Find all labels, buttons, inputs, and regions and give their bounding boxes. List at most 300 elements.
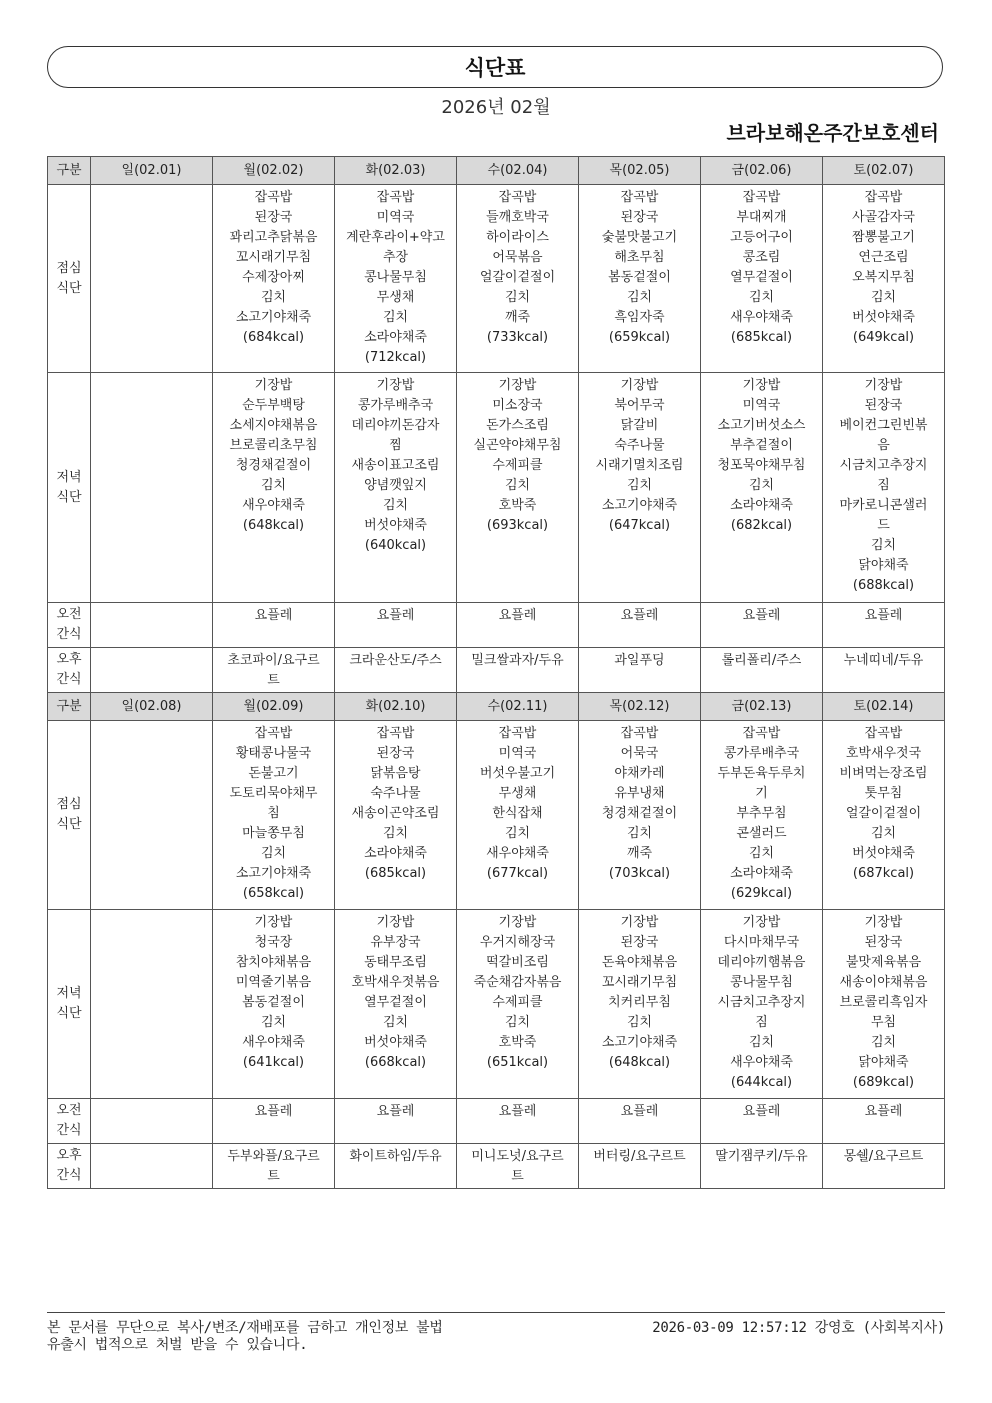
menu-item: 콩나물무침 [730, 975, 793, 990]
menu-item: 버섯야채죽 [852, 846, 915, 861]
day-header: 목(02.12) [579, 693, 701, 721]
menu-item: 돈불고기 [248, 766, 299, 781]
menu-item: 누네띠네/두유 [843, 653, 924, 668]
menu-item: 김치 [870, 538, 897, 553]
menu-item: 닭야채죽 [858, 558, 909, 573]
week-header-row [48, 157, 945, 185]
menu-cell [701, 1099, 823, 1144]
meal-type-label [48, 373, 91, 603]
menu-item: 미역국 [498, 746, 537, 761]
menu-item: 소라야채죽 [730, 866, 793, 881]
menu-item: 김치 [260, 478, 287, 493]
menu-item: 김치 [260, 1015, 287, 1030]
menu-item: 김치 [626, 1015, 653, 1030]
menu-item: 김치 [748, 846, 775, 861]
menu-item: 김치 [626, 290, 653, 305]
menu-item: (688kcal) [852, 578, 915, 593]
menu-cell [457, 721, 579, 910]
menu-item: 다시마채무국 [723, 935, 800, 950]
menu-item: 청포묵야채무침 [717, 458, 806, 473]
footer-notice-line: 본 문서를 무단으로 복사/변조/재배포를 금하고 개인정보 불법 [47, 1320, 443, 1336]
menu-cell [91, 910, 213, 1099]
menu-item: 불맛제육볶음 [845, 955, 922, 970]
meal-type-label [48, 1144, 91, 1189]
menu-item: (651kcal) [486, 1055, 549, 1070]
menu-item: 톳무침 [864, 786, 903, 801]
menu-item: 계란후라이+약고 [346, 230, 445, 245]
menu-item: 미소장국 [492, 398, 543, 413]
menu-item: 두부돈육두루치 [717, 766, 806, 781]
menu-item: 기장밥 [376, 915, 415, 930]
menu-item: 초코파이/요구르 [227, 653, 320, 668]
menu-item: 봄동겉절이 [608, 270, 671, 285]
menu-cell [91, 648, 213, 693]
menu-item: 숯불맛불고기 [601, 230, 678, 245]
meal-type-label-line: 간식 [56, 1123, 82, 1138]
menu-item: 요플레 [376, 608, 415, 623]
menu-item: (693kcal) [486, 518, 549, 533]
meal-type-label [48, 1099, 91, 1144]
week-header-row [48, 693, 945, 721]
menu-item: 새우야채죽 [730, 310, 793, 325]
menu-item: 얼갈이겉절이 [479, 270, 556, 285]
menu-item: 꼬시래기무침 [235, 250, 312, 265]
menu-item: 청경채겉절이 [235, 458, 312, 473]
menu-item: 잡곡밥 [864, 726, 903, 741]
day-header: 월(02.09) [213, 693, 335, 721]
menu-item: 롤리폴리/주스 [721, 653, 802, 668]
menu-cell [579, 1144, 701, 1189]
menu-item: 데리야끼돈감자 [351, 418, 440, 433]
menu-item: 김치 [504, 826, 531, 841]
meal-type-label [48, 721, 91, 910]
menu-item: 잡곡밥 [742, 190, 781, 205]
menu-cell [579, 910, 701, 1099]
menu-item: (641kcal) [242, 1055, 305, 1070]
meal-type-label-line: 저녁 [56, 986, 82, 1001]
menu-item: 소고기야채죽 [235, 866, 312, 881]
menu-item: 버섯야채죽 [364, 1035, 427, 1050]
menu-item: (733kcal) [486, 330, 549, 345]
menu-item: 요플레 [742, 1104, 781, 1119]
menu-item: 김치 [870, 290, 897, 305]
menu-item: 호박죽 [498, 498, 537, 513]
menu-cell [701, 185, 823, 373]
menu-item: (682kcal) [730, 518, 793, 533]
menu-item: 열무겉절이 [364, 995, 427, 1010]
menu-item: 잡곡밥 [498, 726, 537, 741]
menu-item: (659kcal) [608, 330, 671, 345]
menu-cell [701, 910, 823, 1099]
menu-item: 김치 [260, 846, 287, 861]
menu-item: 청경채겉절이 [601, 806, 678, 821]
meal-plan-table [47, 156, 945, 1189]
menu-item: 소라야채죽 [730, 498, 793, 513]
menu-item: 도토리묵야채무 [229, 786, 318, 801]
menu-item: 부추겉절이 [730, 438, 793, 453]
menu-item: 요플레 [620, 608, 659, 623]
category-header: 구분 [48, 157, 91, 185]
menu-item: (689kcal) [852, 1075, 915, 1090]
meal-row [48, 910, 945, 1099]
menu-item: 콩나물무침 [364, 270, 427, 285]
menu-item: 시래기멸치조림 [595, 458, 684, 473]
menu-item: 숙주나물 [370, 786, 421, 801]
day-header: 월(02.02) [213, 157, 335, 185]
title-banner [47, 46, 943, 88]
menu-cell [457, 373, 579, 603]
menu-cell [335, 185, 457, 373]
menu-cell [823, 373, 945, 603]
menu-item: 잡곡밥 [620, 726, 659, 741]
menu-item: 트 [511, 1169, 524, 1184]
menu-item: 꽈리고추닭볶음 [229, 230, 318, 245]
meal-type-label-line: 식단 [56, 489, 82, 505]
menu-item: 김치 [626, 478, 653, 493]
menu-item: 들깨호박국 [486, 210, 549, 225]
menu-item: 떡갈비조림 [486, 955, 549, 970]
menu-item: (658kcal) [242, 886, 305, 901]
menu-item: (685kcal) [364, 866, 427, 881]
menu-item: 깨죽 [504, 310, 531, 325]
menu-item: (648kcal) [242, 518, 305, 533]
meal-row [48, 185, 945, 373]
menu-item: 사골감자국 [852, 210, 915, 225]
menu-cell [335, 648, 457, 693]
day-header: 수(02.04) [457, 157, 579, 185]
menu-item: 된장국 [254, 210, 293, 225]
menu-item: 김치 [260, 290, 287, 305]
day-header: 금(02.13) [701, 693, 823, 721]
menu-cell [335, 910, 457, 1099]
menu-item: 미역국 [742, 398, 781, 413]
menu-item: 찜 [389, 438, 402, 453]
menu-item: 콩가루배추국 [357, 398, 434, 413]
menu-item: 기장밥 [254, 915, 293, 930]
menu-cell [213, 721, 335, 910]
menu-item: 북어무국 [614, 398, 665, 413]
footer-stamp: 2026-03-09 12:57:12 강영호 (사회복지사) [652, 1320, 945, 1336]
menu-item: 버섯야채죽 [852, 310, 915, 325]
menu-item: 닭야채죽 [858, 1055, 909, 1070]
menu-item: 버섯우불고기 [479, 766, 556, 781]
day-header: 일(02.01) [91, 157, 213, 185]
menu-cell [335, 373, 457, 603]
meal-type-label-line: 간식 [56, 1168, 82, 1183]
menu-cell [91, 603, 213, 648]
page-title: 식단표 [464, 56, 526, 80]
menu-cell [457, 648, 579, 693]
menu-item: 소고기버섯소스 [717, 418, 806, 433]
menu-item: 크라운산도/주스 [349, 653, 442, 668]
menu-item: 잡곡밥 [742, 726, 781, 741]
menu-item: 숙주나물 [614, 438, 665, 453]
menu-cell [579, 185, 701, 373]
menu-item: 호박죽 [498, 1035, 537, 1050]
menu-item: 잡곡밥 [254, 190, 293, 205]
menu-item: 밀크쌀과자/두유 [471, 653, 564, 668]
meal-row [48, 603, 945, 648]
menu-item: 침 [267, 806, 280, 821]
menu-cell [823, 185, 945, 373]
footer-divider [47, 1312, 945, 1313]
menu-item: 기장밥 [254, 378, 293, 393]
menu-item: 된장국 [620, 210, 659, 225]
menu-cell [823, 1144, 945, 1189]
menu-item: 김치 [382, 1015, 409, 1030]
menu-item: 김치 [382, 498, 409, 513]
menu-item: 황태콩나물국 [235, 746, 312, 761]
menu-cell [457, 185, 579, 373]
menu-item: 김치 [504, 290, 531, 305]
menu-item: 드 [877, 518, 890, 533]
menu-item: 우거지해장국 [479, 935, 556, 950]
menu-item: 몽쉘/요구르트 [843, 1149, 924, 1164]
menu-item: 무생채 [498, 786, 537, 801]
menu-item: 열무겉절이 [730, 270, 793, 285]
category-header: 구분 [48, 693, 91, 721]
meal-type-label-line: 간식 [56, 627, 82, 642]
menu-item: 새우야채죽 [730, 1055, 793, 1070]
menu-item: 된장국 [376, 746, 415, 761]
menu-item: 시금치고추장지 [717, 995, 806, 1010]
menu-item: 돈육야채볶음 [601, 955, 678, 970]
menu-cell [701, 648, 823, 693]
menu-item: 기장밥 [620, 915, 659, 930]
menu-item: 짬뽕불고기 [852, 230, 915, 245]
menu-item: 닭갈비 [620, 418, 659, 433]
menu-cell [213, 373, 335, 603]
menu-item: 짐 [755, 1015, 768, 1030]
menu-item: 기 [755, 786, 768, 801]
menu-cell [823, 721, 945, 910]
menu-item: 어묵국 [620, 746, 659, 761]
menu-item: (629kcal) [730, 886, 793, 901]
menu-item: 김치 [626, 826, 653, 841]
day-header: 금(02.06) [701, 157, 823, 185]
menu-item: 미역줄기볶음 [235, 975, 312, 990]
menu-item: 소고기야채죽 [601, 1035, 678, 1050]
menu-item: 요플레 [498, 1104, 537, 1119]
menu-cell [579, 373, 701, 603]
menu-item: 김치 [504, 1015, 531, 1030]
menu-item: 기장밥 [742, 915, 781, 930]
menu-item: 브로콜리초무침 [229, 438, 318, 453]
menu-item: 죽순채감자볶음 [473, 975, 562, 990]
menu-cell [823, 603, 945, 648]
menu-cell [213, 1144, 335, 1189]
menu-item: 양념깻잎지 [364, 478, 427, 493]
menu-item: 화이트하임/두유 [349, 1149, 442, 1164]
menu-item: 요플레 [254, 1104, 293, 1119]
menu-item: 두부와플/요구르 [227, 1149, 320, 1164]
menu-item: 요플레 [498, 608, 537, 623]
menu-item: 호박새우젓국 [845, 746, 922, 761]
menu-item: 트 [267, 1169, 280, 1184]
menu-item: 잡곡밥 [498, 190, 537, 205]
menu-cell [579, 648, 701, 693]
menu-cell [335, 721, 457, 910]
menu-item: 고등어구이 [730, 230, 793, 245]
meal-type-label-line: 오후 [56, 1148, 82, 1163]
meal-type-label [48, 185, 91, 373]
day-header: 목(02.05) [579, 157, 701, 185]
month-subtitle: 2026년 02월 [441, 97, 551, 118]
menu-cell [213, 910, 335, 1099]
meal-type-label-line: 식단 [56, 280, 82, 296]
menu-item: 새우야채죽 [242, 1035, 305, 1050]
meal-type-label [48, 648, 91, 693]
menu-item: 김치 [382, 826, 409, 841]
menu-cell [701, 1144, 823, 1189]
menu-item: 브로콜리흑임자 [839, 995, 928, 1010]
menu-item: 얼갈이겉절이 [845, 806, 922, 821]
meal-row [48, 1144, 945, 1189]
menu-item: 꼬시래기무침 [601, 975, 678, 990]
menu-cell [91, 1099, 213, 1144]
menu-item: 김치 [748, 1035, 775, 1050]
menu-item: (703kcal) [608, 866, 671, 881]
menu-item: 소고기야채죽 [601, 498, 678, 513]
day-header: 수(02.11) [457, 693, 579, 721]
meal-row [48, 721, 945, 910]
menu-item: (677kcal) [486, 866, 549, 881]
menu-item: 김치 [870, 1035, 897, 1050]
menu-item: 김치 [382, 310, 409, 325]
menu-item: 김치 [748, 478, 775, 493]
menu-item: 기장밥 [864, 915, 903, 930]
menu-item: 과일푸딩 [614, 653, 665, 668]
menu-item: 흑임자죽 [614, 310, 665, 325]
menu-item: 소라야채죽 [364, 330, 427, 345]
meal-row [48, 373, 945, 603]
menu-item: 요플레 [620, 1104, 659, 1119]
menu-cell [335, 1099, 457, 1144]
menu-item: (684kcal) [242, 330, 305, 345]
menu-item: 부대찌개 [736, 210, 787, 225]
menu-item: 깨죽 [626, 846, 653, 861]
menu-item: 요플레 [864, 1104, 903, 1119]
menu-item: 수제장아찌 [242, 270, 305, 285]
menu-item: 기장밥 [498, 378, 537, 393]
menu-item: 요플레 [376, 1104, 415, 1119]
day-header: 토(02.07) [823, 157, 945, 185]
menu-item: 잡곡밥 [376, 726, 415, 741]
organization-name: 브라보해온주간보호센터 [726, 121, 939, 145]
menu-item: 김치 [504, 478, 531, 493]
menu-item: 요플레 [864, 608, 903, 623]
menu-item: 기장밥 [376, 378, 415, 393]
meal-type-label-line: 오후 [56, 652, 82, 667]
day-header: 화(02.10) [335, 693, 457, 721]
menu-item: 호박새우젓볶음 [351, 975, 440, 990]
menu-cell [823, 648, 945, 693]
menu-item: 버터링/요구르트 [593, 1149, 686, 1164]
menu-item: 오복지무침 [852, 270, 915, 285]
menu-item: 시금치고추장지 [839, 458, 928, 473]
menu-item: 야채카레 [614, 766, 665, 781]
menu-cell [457, 603, 579, 648]
menu-item: (668kcal) [364, 1055, 427, 1070]
menu-cell [823, 1099, 945, 1144]
meal-type-label-line: 오전 [56, 1103, 82, 1118]
menu-item: 닭볶음탕 [370, 766, 421, 781]
menu-cell [701, 603, 823, 648]
menu-item: 유부장국 [370, 935, 421, 950]
meal-type-label-line: 식단 [56, 817, 82, 832]
footer-notice [47, 1320, 443, 1354]
menu-cell [91, 185, 213, 373]
menu-item: 요플레 [254, 608, 293, 623]
menu-item: 김치 [748, 290, 775, 305]
menu-cell [91, 721, 213, 910]
meal-type-label [48, 910, 91, 1099]
menu-item: 미니도넛/요구르 [471, 1149, 564, 1164]
menu-item: 새우야채죽 [486, 846, 549, 861]
menu-item: 마늘쫑무침 [242, 826, 305, 841]
menu-cell [91, 373, 213, 603]
menu-cell [579, 603, 701, 648]
menu-item: 연근조림 [858, 250, 909, 265]
menu-item: 잡곡밥 [864, 190, 903, 205]
menu-item: (687kcal) [852, 866, 915, 881]
menu-item: 무침 [870, 1015, 897, 1030]
menu-item: 미역국 [376, 210, 415, 225]
menu-cell [579, 1099, 701, 1144]
menu-item: (647kcal) [608, 518, 671, 533]
menu-item: 기장밥 [864, 378, 903, 393]
menu-item: 돈가스조림 [486, 418, 549, 433]
menu-cell [213, 1099, 335, 1144]
menu-item: 새송이표고조림 [351, 458, 440, 473]
menu-item: 새송이곤약조림 [351, 806, 440, 821]
meal-type-label-line: 오전 [56, 607, 82, 622]
menu-item: 베이컨그린빈볶 [839, 418, 928, 433]
menu-item: 부추무침 [736, 806, 787, 821]
menu-item: 추장 [382, 250, 409, 265]
menu-cell [213, 603, 335, 648]
menu-cell [335, 1144, 457, 1189]
menu-item: 유부냉채 [614, 786, 665, 801]
menu-cell [457, 910, 579, 1099]
menu-item: 마카로니콘샐러 [839, 498, 928, 513]
menu-item: 무생채 [376, 290, 415, 305]
menu-item: 김치 [870, 826, 897, 841]
menu-item: 순두부백탕 [242, 398, 305, 413]
menu-item: 치커리무침 [608, 995, 671, 1010]
menu-item: 새우야채죽 [242, 498, 305, 513]
menu-item: (712kcal) [364, 350, 427, 365]
menu-item: 소세지야채볶음 [229, 418, 318, 433]
menu-item: 콩가루배추국 [723, 746, 800, 761]
menu-cell [579, 721, 701, 910]
menu-item: 콩조림 [742, 250, 781, 265]
menu-item: (648kcal) [608, 1055, 671, 1070]
meal-row [48, 1099, 945, 1144]
menu-cell [213, 648, 335, 693]
meal-type-label-line: 간식 [56, 672, 82, 687]
menu-item: (640kcal) [364, 538, 427, 553]
menu-cell [701, 721, 823, 910]
menu-item: 어묵볶음 [492, 250, 543, 265]
menu-item: 된장국 [864, 935, 903, 950]
menu-item: 하이라이스 [486, 230, 549, 245]
menu-item: (649kcal) [852, 330, 915, 345]
menu-item: 실곤약야채무침 [473, 438, 562, 453]
menu-cell [457, 1144, 579, 1189]
day-header: 화(02.03) [335, 157, 457, 185]
menu-item: 해초무침 [614, 250, 665, 265]
